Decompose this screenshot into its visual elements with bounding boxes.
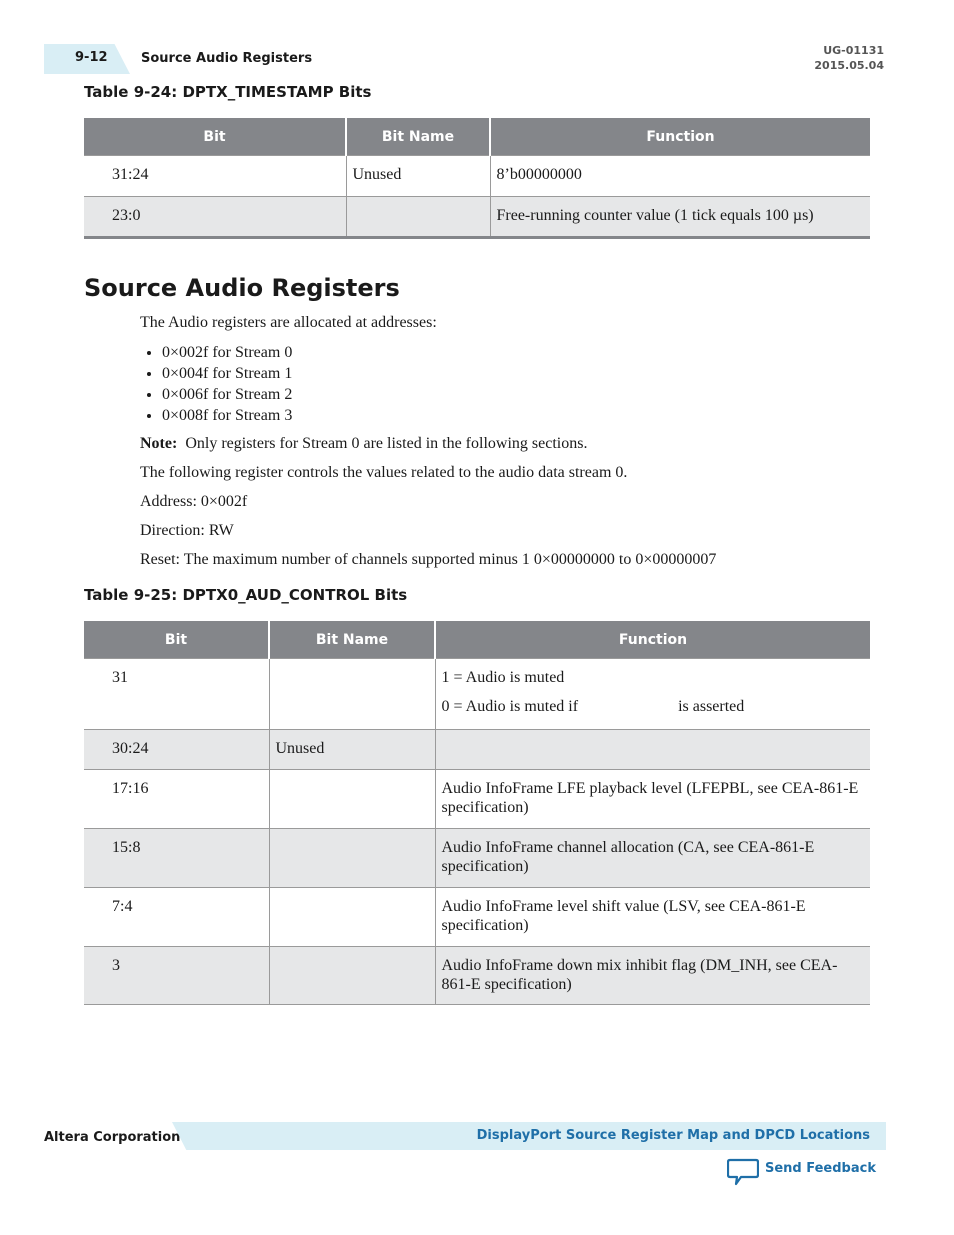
- column-header-function: Function: [435, 621, 870, 659]
- cell-bit: 15:8: [84, 829, 269, 888]
- table-row: [84, 730, 870, 770]
- doc-date: 2015.05.04: [814, 59, 884, 72]
- column-header-bit-name: Bit Name: [346, 118, 490, 156]
- cell-function: [435, 659, 870, 730]
- register-address: Address: 0×002f: [140, 493, 248, 510]
- cell-bit: 23:0: [84, 197, 346, 238]
- address-list: [140, 342, 292, 426]
- table-row: [84, 947, 870, 1005]
- cell-function: 8’b00000000: [490, 156, 870, 197]
- cell-bit-name: [269, 770, 435, 829]
- table-row: [84, 197, 870, 238]
- aud-control-bits-table: [84, 621, 870, 1005]
- column-header-function: Function: [490, 118, 870, 156]
- list-item: • 0×002f for Stream 0: [162, 342, 292, 363]
- cell-bit: 31: [84, 659, 269, 730]
- list-item: • 0×004f for Stream 1: [162, 363, 292, 384]
- timestamp-bits-table: [84, 118, 870, 239]
- cell-bit-name: [346, 197, 490, 238]
- speech-bubble-icon[interactable]: [727, 1158, 759, 1191]
- cell-bit-name: [269, 829, 435, 888]
- note: [140, 435, 587, 453]
- cell-function: Audio InfoFrame channel allocation (CA, see CEA-861-E specification): [435, 829, 870, 888]
- table-caption-9-25: Table 9-25: DPTX0_AUD_CONTROL Bits: [84, 586, 408, 604]
- footer-company: Altera Corporation: [44, 1130, 181, 1145]
- register-reset: Reset: The maximum number of channels supported minus 1 0×00000000 to 0×00000007: [140, 551, 717, 568]
- column-header-bit: Bit: [84, 621, 269, 659]
- table-row: [84, 829, 870, 888]
- list-item: • 0×008f for Stream 3: [162, 405, 292, 426]
- cell-bit: 30:24: [84, 730, 269, 770]
- function-line: 1 = Audio is muted: [441, 669, 565, 686]
- function-line: 0 = Audio is muted if is asserted: [441, 698, 745, 715]
- note-label: Note:: [140, 435, 178, 452]
- cell-bit: 3: [84, 947, 269, 1005]
- doc-number: UG-01131: [823, 44, 884, 57]
- document-id: [814, 43, 884, 73]
- cell-function: Audio InfoFrame level shift value (LSV, see CEA-861-E specification): [435, 888, 870, 947]
- paragraph: The following register controls the values related to the audio data stream 0.: [140, 464, 628, 481]
- cell-bit-name: Unused: [346, 156, 490, 197]
- cell-bit: 17:16: [84, 770, 269, 829]
- cell-bit: 31:24: [84, 156, 346, 197]
- section-heading: Source Audio Registers: [84, 274, 400, 302]
- cell-function: Audio InfoFrame down mix inhibit flag (DM_INH, see CEA-861-E specification): [435, 947, 870, 1005]
- table-header-row: [84, 621, 870, 659]
- cell-bit-name: [269, 659, 435, 730]
- column-header-bit: Bit: [84, 118, 346, 156]
- cell-bit-name: [269, 947, 435, 1005]
- running-header-title: Source Audio Registers: [141, 51, 313, 66]
- note-text: Only registers for Stream 0 are listed in the following sections.: [185, 435, 588, 452]
- cell-function: Free-running counter value (1 tick equals 100 µs): [490, 197, 870, 238]
- column-header-bit-name: Bit Name: [269, 621, 435, 659]
- table-header-row: [84, 118, 870, 156]
- cell-bit: 7:4: [84, 888, 269, 947]
- send-feedback-link[interactable]: Send Feedback: [765, 1161, 876, 1176]
- cell-bit-name: [269, 888, 435, 947]
- cell-function: [435, 730, 870, 770]
- table-row: [84, 770, 870, 829]
- table-caption-9-24: Table 9-24: DPTX_TIMESTAMP Bits: [84, 83, 372, 101]
- cell-function: Audio InfoFrame LFE playback level (LFEPBL, see CEA-861-E specification): [435, 770, 870, 829]
- table-row: [84, 659, 870, 730]
- register-direction: Direction: RW: [140, 522, 234, 539]
- intro-paragraph: The Audio registers are allocated at addresses:: [140, 314, 437, 331]
- list-item: • 0×006f for Stream 2: [162, 384, 292, 405]
- cell-bit-name: Unused: [269, 730, 435, 770]
- table-row: [84, 888, 870, 947]
- page-number: 9-12: [75, 50, 108, 65]
- chapter-link[interactable]: DisplayPort Source Register Map and DPCD Locations: [476, 1128, 870, 1143]
- table-row: [84, 156, 870, 197]
